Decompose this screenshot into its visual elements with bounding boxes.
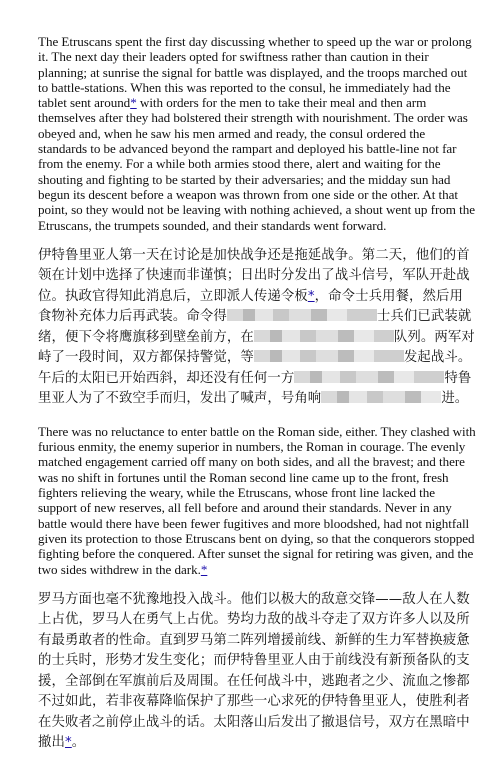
paragraph-text: 队列。两军对峙了一段时间，双方都保持警觉，等 xyxy=(38,329,475,366)
paragraph-text: 伊特鲁里亚人第一天在讨论是加快战争还是拖延战争。第二天，他们的首领在计划中选择了快速而非谨慎；日出时分发出了战斗信号，军队开赴战位。执政官得知此消息后，立即派人传递令板 xyxy=(38,247,470,304)
paragraph-text: 士兵们已武装就绪，便下令将鹰旗移到壁垒前方，在 xyxy=(38,309,472,345)
paragraph-text: with orders for the men to take their meal and then arm themselves after they had bolstered their strength with nourishment. The order was obeyed and, when he saw his men armed and ready, the consul ordered the standards to be advanced beyond the rampart and deployed his battle-line not far from the enemy. For a while both armies stood there, alert and waiting for the shouting and fighting to be started by their adversaries; and the midday sun had begun its descent before a weapon was thrown from one side or the other. At that point, so they would not be leaving with nothing achieved, a shout went up from the Etruscans, the trumpets sounded, and their standards went forward. xyxy=(38,95,475,233)
redacted-region xyxy=(227,309,377,321)
paragraph-text: 发起战斗。午后的太阳已开始西斜，却还没有任何一方 xyxy=(38,350,472,386)
footnote-link[interactable]: * xyxy=(130,95,137,111)
footnote-link[interactable]: * xyxy=(307,288,315,304)
paragraph-english-2 xyxy=(38,424,476,577)
paragraph-chinese-2 xyxy=(38,590,476,754)
paragraph-text: 特鲁里亚人为了不致空手而归，发出了喊声，号角响 xyxy=(38,370,472,407)
document-page xyxy=(38,34,476,768)
paragraph-text: 进。 xyxy=(441,391,469,407)
footnote-link[interactable]: * xyxy=(200,561,208,577)
paragraph-chinese-1 xyxy=(38,246,476,410)
paragraph-text: The Etruscans spent the first day discussing whether to speed up the war or prolong it. The next day their leaders opted for swiftness rather than caution in their planning; at sunrise the signal for battle was displayed, and the troops marched out to battle-stations. When this was reported to the consul, he immediately had the tablet sent around xyxy=(38,34,472,111)
paragraph-english-1 xyxy=(38,34,476,233)
redacted-region xyxy=(294,371,444,383)
redacted-region xyxy=(254,330,394,342)
paragraph-text: ，命令士兵用餐，然后用食物补充体力后再武装。命令得 xyxy=(38,288,464,325)
footnote-link[interactable]: * xyxy=(64,735,72,751)
paragraph-text: 。 xyxy=(71,735,86,751)
paragraph-text: There was no reluctance to enter battle on the Roman side, either. They clashed with furious enmity, the enemy superior in numbers, the Roman in courage. The evenly matched engagement carried off many on both sides, and all the bravest; and there was no shift in fortunes until the Roman second line came up to the front, fresh fighters relieving the weary, while the Etruscans, whose front line lacked the support of new reserves, all fell before and around their standards. Never in any battle would there have been fewer fugitives and more bloodshed, had not nightfall given its protection to those Etruscans bent on dying, so that the conquerors stopped fighting before the conquered. After sunset the signal for retiring was given, and the two sides withdrew in the dark. xyxy=(38,423,476,577)
redacted-region xyxy=(254,350,404,362)
paragraph-text: 罗马方面也毫不犹豫地投入战斗。他们以极大的敌意交锋——敌人在人数上占优，罗马人在勇气上占优。势均力敌的战斗夺走了双方许多人以及所有最勇敢者的性命。直到罗马第二阵列增援前线、新鲜的生力军替换疲惫的士兵时，形势才发生变化；而伊特鲁里亚人由于前线没有新预备队的支援，全部倒在军旗前后及周围。在任何战斗中，逃跑者之少、流血之惨都不过如此，若非夜幕降临保护了那些一心求死的伊特鲁里亚人，使胜利者在失败者之前停止战斗的话。太阳落山后发出了撤退信号，双方在黑暗中撤出 xyxy=(38,591,470,751)
redacted-region xyxy=(321,391,441,403)
